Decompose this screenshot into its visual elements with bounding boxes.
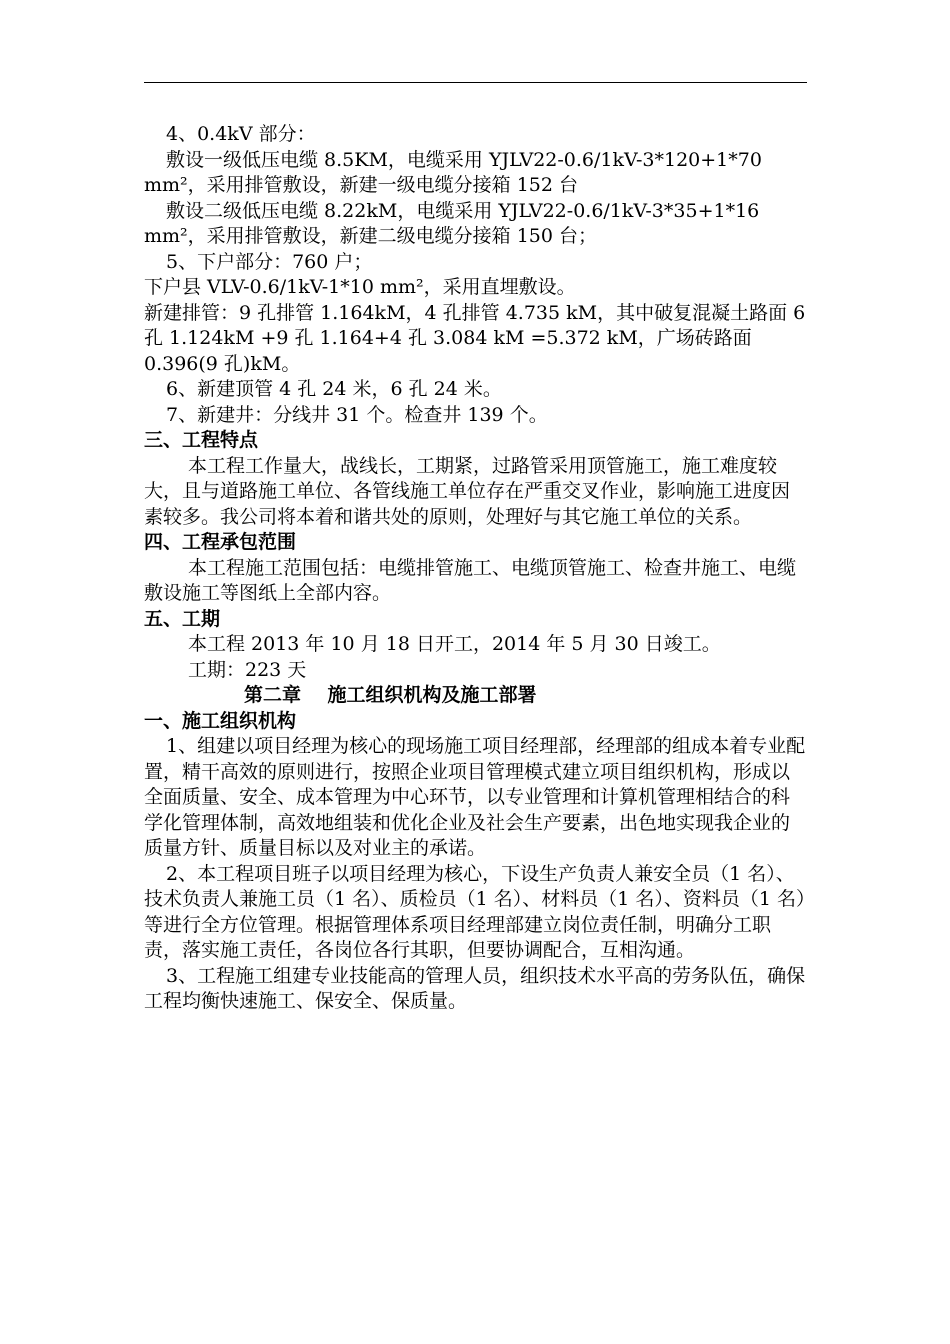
item-household-cable: 下户县 VLV-0.6/1kV-1*10 mm²，采用直埋敷设。 xyxy=(144,276,576,298)
section-heading-organization: 一、施工组织机构 xyxy=(144,709,297,732)
section-body-schedule-dates: 本工程 2013 年 10 月 18 日开工，2014 年 5 月 30 日竣工。 xyxy=(188,633,721,655)
section-body-features: 本工程工作量大，战线长，工期紧，过路管采用顶管施工，施工难度较大，且与道路施工单位、各管线施工单位存在严重交叉作业，影响施工进度因素较多。我公司将本着和谐共处的原则，处理好与其它施工单位的关系。 xyxy=(144,454,791,528)
item-jacking-pipe: 6、新建顶管 4 孔 24 米，6 孔 24 米。 xyxy=(166,378,502,400)
item-new-wells: 7、新建井：分线井 31 个。检查井 139 个。 xyxy=(166,403,548,426)
section-heading-schedule: 五、工期 xyxy=(144,607,221,630)
item-second-level-cable: 敷设二级低压电缆 8.22kM，电缆采用 YJLV22-0.6/1kV-3*35+1*16 mm²，采用排管敷设，新建二级电缆分接箱 150 台； xyxy=(144,199,760,247)
item-household: 5、下户部分：760 户； xyxy=(166,250,373,273)
document-body xyxy=(144,122,807,1015)
item-first-level-cable: 敷设一级低压电缆 8.5KM，电缆采用 YJLV22-0.6/1kV-3*120+1*70 mm²，采用排管敷设，新建一级电缆分接箱 152 台 xyxy=(144,148,762,196)
chapter-title: 第二章 施工组织机构及施工部署 xyxy=(244,684,537,706)
section-heading-features: 三、工程特点 xyxy=(144,429,259,451)
section-body-schedule-duration: 工期：223 天 xyxy=(188,658,307,681)
item-new-ducts: 新建排管：9 孔排管 1.164kM，4 孔排管 4.735 kM，其中破复混凝土路面 6 孔 1.124kM +9 孔 1.164+4 孔 3.084 kM =5.372 kM，广场砖路面 0.396(9 孔)kM。 xyxy=(144,301,806,375)
org-paragraph-2: 2、本工程项目班子以项目经理为核心，下设生产负责人兼安全员（1 名）、技术负责人兼施工员（1 名）、质检员（1 名）、材料员（1 名）、资料员（1 名）等进行全方位管理。根据管理体系项目经理部建立岗位责任制，明确分工职责，落实施工责任，各岗位各行其职，但要协调配合，互相沟通。 xyxy=(144,862,806,961)
org-paragraph-3: 3、工程施工组建专业技能高的管理人员，组织技术水平高的劳务队伍，确保工程均衡快速施工、保安全、保质量。 xyxy=(144,964,806,1012)
header-rule xyxy=(144,82,807,83)
section-body-scope: 本工程施工范围包括：电缆排管施工、电缆顶管施工、检查井施工、电缆敷设施工等图纸上全部内容。 xyxy=(144,556,797,604)
section-heading-scope: 四、工程承包范围 xyxy=(144,531,297,553)
item-0-4kv: 4、0.4kV 部分： xyxy=(166,123,316,145)
org-paragraph-1: 1、组建以项目经理为核心的现场施工项目经理部，经理部的组成本着专业配置，精干高效的原则进行，按照企业项目管理模式建立项目组织机构，形成以全面质量、安全、成本管理为中心环节，以专业管理和计算机管理相结合的科学化管理体制，高效地组装和优化企业及社会生产要素，出色地实现我企业的质量方针、质量目标以及对业主的承诺。 xyxy=(144,735,806,859)
